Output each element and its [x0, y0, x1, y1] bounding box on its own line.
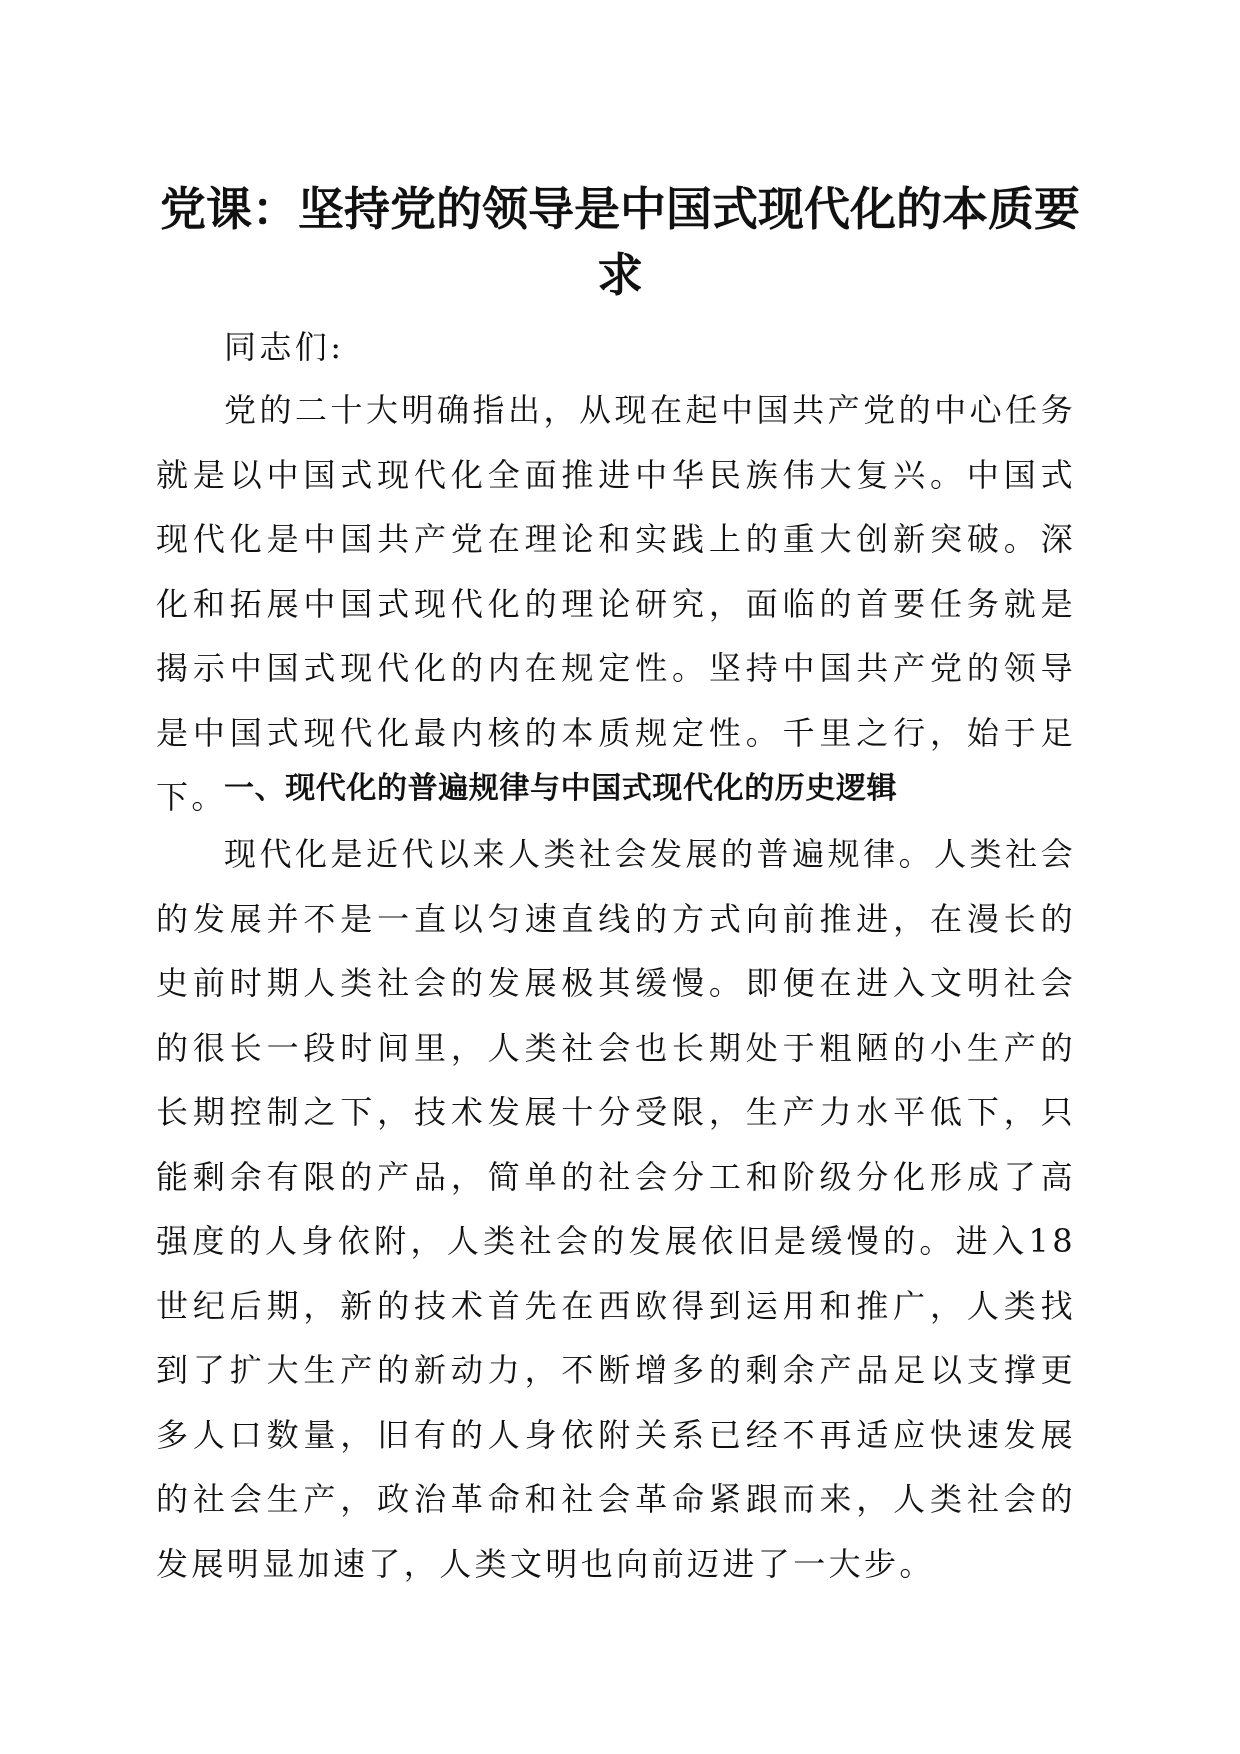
- section-paragraph: 现代化是近代以来人类社会发展的普遍规律。人类社会的发展并不是一直以匀速直线的方式向前推进，在漫长的史前时期人类社会的发展极其缓慢。即便在进入文明社会的很长一段时间里，人类社会也长期处于粗陋的小生产的长期控制之下，技术发展十分受限，生产力水平低下，只能剩余有限的产品，简单的社会分工和阶级分化形成了高强度的人身依附，人类社会的发展依旧是缓慢的。进入18世纪后期，新的技术首先在西欧得到运用和推广，人类找到了扩大生产的新动力，不断增多的剩余产品足以支撑更多人口数量，旧有的人身依附关系已经不再适应快速发展的社会生产，政治革命和社会革命紧跟而来，人类社会的发展明显加速了，人类文明也向前迈进了一大步。: [156, 835, 1076, 1583]
- section-heading: 一、现代化的普遍规律与中国式现代化的历史逻辑: [224, 771, 898, 806]
- salutation: 同志们:: [224, 328, 345, 366]
- document-title: 党课：坚持党的领导是中国式现代化的本质要求: [160, 182, 1080, 302]
- intro-paragraph: 党的二十大明确指出，从现在起中国共产党的中心任务就是以中国式现代化全面推进中华民族伟大复兴。中国式现代化是中国共产党在理论和实践上的重大创新突破。深化和拓展中国式现代化的理论研究，面临的首要任务就是揭示中国式现代化的内在规定性。坚持中国共产党的领导是中国式现代化最内核的本质规定性。千里之行，始于足下。: [156, 391, 1076, 816]
